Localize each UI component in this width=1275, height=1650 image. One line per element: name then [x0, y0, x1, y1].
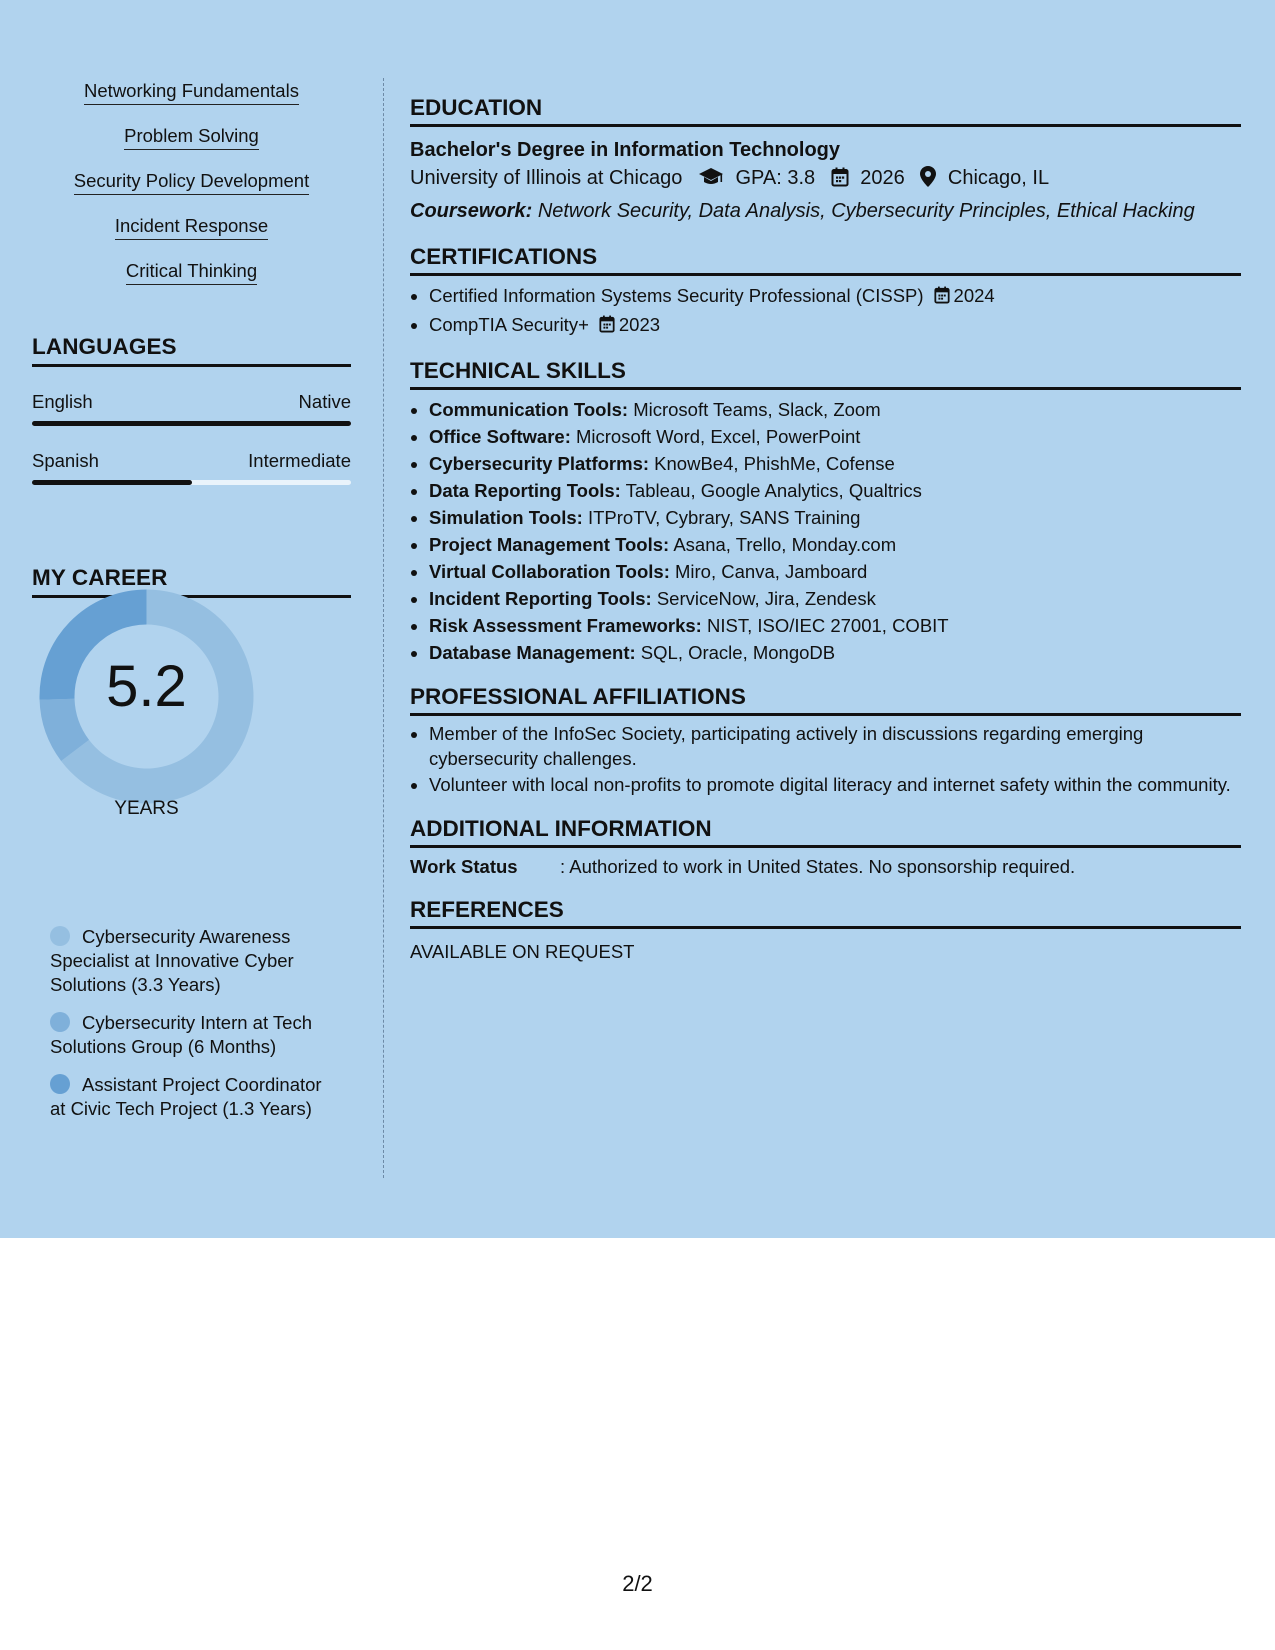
languages-heading: LANGUAGES	[32, 334, 351, 367]
section-heading: CERTIFICATIONS	[410, 244, 1241, 276]
graduation-cap-icon	[698, 166, 724, 196]
affiliations-list	[410, 722, 1241, 798]
legend-dot-icon	[50, 1074, 70, 1094]
gpa: GPA: 3.8	[735, 167, 816, 189]
career-legend	[50, 925, 330, 1135]
career-total-years: 5.2	[106, 654, 187, 719]
certifications-section	[410, 244, 1241, 340]
legend-dot-icon	[50, 1012, 70, 1032]
skill-row: • Communication Tools: Microsoft Teams, Slack, Zoom	[429, 396, 1241, 423]
work-status-row	[410, 855, 1241, 879]
skill-item: Security Policy Development	[32, 170, 351, 215]
certification-item: • CompTIA Security+ 2023	[429, 311, 1241, 340]
legend-dot-icon	[50, 926, 70, 946]
skills-list	[32, 80, 351, 305]
affiliation-item: • Member of the InfoSec Society, participating actively in discussions regarding emerging cybersecurity challenges.	[429, 722, 1241, 771]
language-bar	[32, 421, 351, 426]
degree-title: Bachelor's Degree in Information Technology	[410, 139, 841, 161]
graduation-year: 2026	[860, 167, 905, 189]
career-item: Assistant Project Coordinator at Civic Tech Project (1.3 Years)	[50, 1074, 322, 1119]
calendar-icon	[599, 313, 615, 340]
skill-row: • Office Software: Microsoft Word, Excel, PowerPoint	[429, 423, 1241, 450]
certifications-list	[410, 282, 1241, 340]
work-status-value: : Authorized to work in United States. No sponsorship required.	[560, 855, 1076, 877]
career-item: Cybersecurity Awareness Specialist at Innovative Cyber Solutions (3.3 Years)	[50, 926, 294, 995]
language-level: Intermediate	[248, 450, 351, 471]
education-details	[410, 163, 1241, 196]
skill-row: • Simulation Tools: ITProTV, Cybrary, SANS Training	[429, 504, 1241, 531]
technical-skills-list	[410, 396, 1241, 666]
career-heading: MY CAREER	[32, 565, 351, 598]
skill-item: Incident Response	[32, 215, 351, 260]
affiliation-item: • Volunteer with local non-profits to promote digital literacy and internet safety within the community.	[429, 773, 1241, 798]
references-section	[410, 897, 1241, 964]
language-level: Native	[298, 391, 351, 412]
affiliations-section	[410, 684, 1241, 798]
page-number: 2/2	[622, 1571, 653, 1596]
column-divider	[383, 78, 384, 1178]
school-name: University of Illinois at Chicago	[410, 167, 683, 189]
right-column	[410, 95, 1241, 982]
skill-row: • Database Management: SQL, Oracle, MongoDB	[429, 639, 1241, 666]
language-english	[32, 391, 351, 426]
calendar-icon	[934, 284, 950, 311]
left-column	[32, 80, 351, 598]
coursework	[410, 196, 1241, 226]
skill-row: • Cybersecurity Platforms: KnowBe4, PhishMe, Cofense	[429, 450, 1241, 477]
skill-item: Critical Thinking	[32, 260, 351, 305]
skill-row: • Incident Reporting Tools: ServiceNow, Jira, Zendesk	[429, 585, 1241, 612]
coursework-list: Network Security, Data Analysis, Cybersecurity Principles, Ethical Hacking	[537, 200, 1195, 222]
section-heading: PROFESSIONAL AFFILIATIONS	[410, 684, 1241, 716]
calendar-icon	[831, 166, 849, 196]
language-name: English	[32, 391, 93, 412]
section-heading: EDUCATION	[410, 95, 1241, 127]
references-text: AVAILABLE ON REQUEST	[410, 940, 635, 962]
career-total-unit: YEARS	[114, 798, 179, 819]
work-status-label: Work Status	[410, 855, 518, 877]
skill-row: • Risk Assessment Frameworks: NIST, ISO/IEC 27001, COBIT	[429, 612, 1241, 639]
skill-item: Networking Fundamentals	[32, 80, 351, 125]
coursework-label: Coursework:	[410, 200, 533, 222]
language-spanish	[32, 450, 351, 485]
certification-item: • Certified Information Systems Security Professional (CISSP) 2024	[429, 282, 1241, 311]
education-section	[410, 95, 1241, 226]
skill-row: • Virtual Collaboration Tools: Miro, Canva, Jamboard	[429, 558, 1241, 585]
section-heading: TECHNICAL SKILLS	[410, 358, 1241, 390]
section-heading: ADDITIONAL INFORMATION	[410, 816, 1241, 848]
career-item: Cybersecurity Intern at Tech Solutions Group (6 Months)	[50, 1012, 312, 1057]
additional-info-section	[410, 816, 1241, 879]
school-location: Chicago, IL	[947, 167, 1050, 189]
section-heading: REFERENCES	[410, 897, 1241, 929]
skill-row: • Project Management Tools: Asana, Trello, Monday.com	[429, 531, 1241, 558]
language-name: Spanish	[32, 450, 99, 471]
location-pin-icon	[920, 166, 936, 196]
language-bar	[32, 480, 351, 485]
skill-row: • Data Reporting Tools: Tableau, Google Analytics, Qualtrics	[429, 477, 1241, 504]
skill-item: Problem Solving	[32, 125, 351, 170]
language-bar-fill	[32, 421, 351, 426]
technical-skills-section	[410, 358, 1241, 666]
language-bar-fill	[32, 480, 192, 485]
